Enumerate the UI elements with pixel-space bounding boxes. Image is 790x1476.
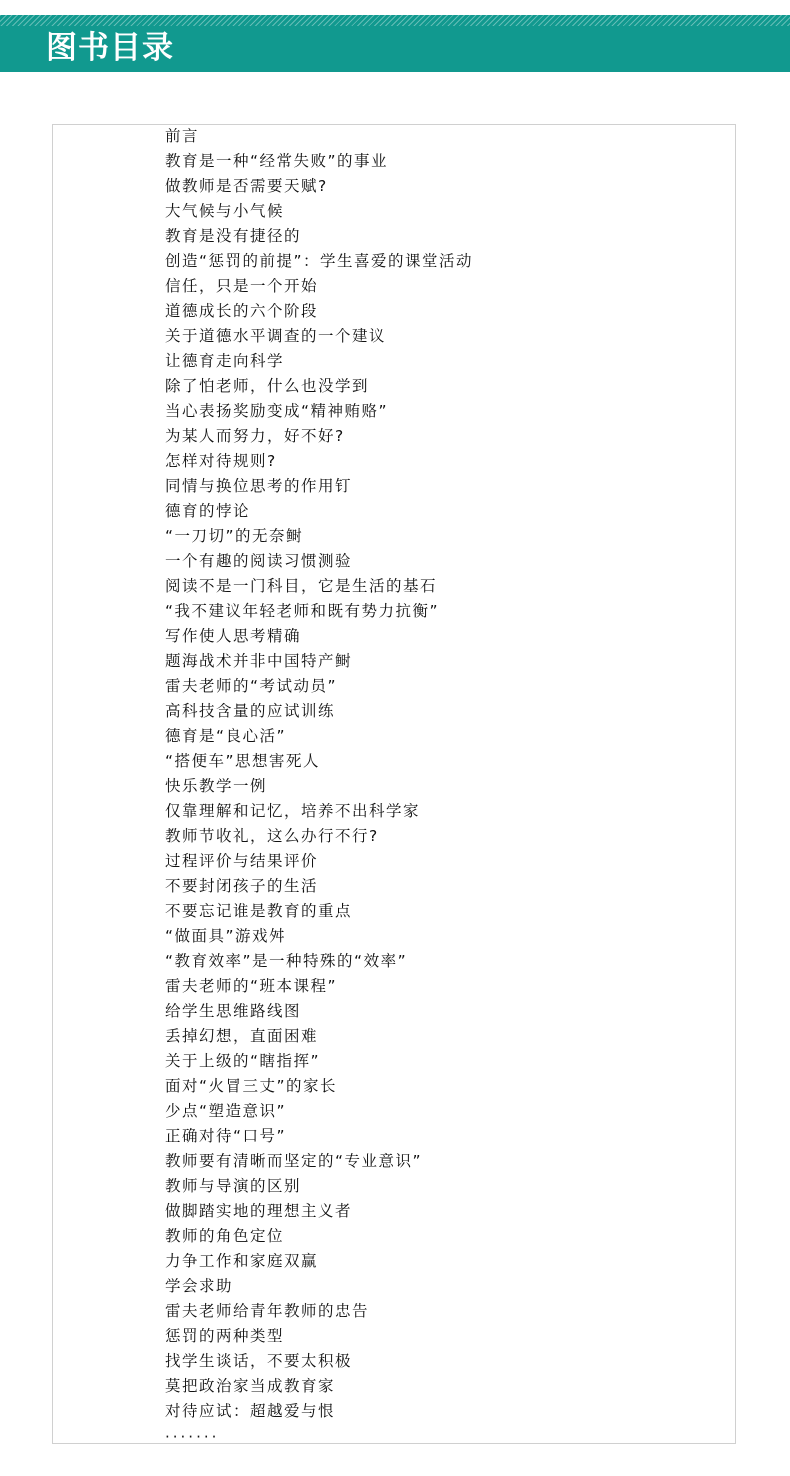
- toc-item: 当心表扬奖励变成“精神贿赂”: [165, 402, 389, 420]
- toc-item: “我不建议年轻老师和既有势力抗衡”: [165, 602, 440, 620]
- toc-item: 关于道德水平调查的一个建议: [165, 327, 387, 345]
- toc-item: 给学生思维路线图: [165, 1002, 302, 1020]
- toc-item: 力争工作和家庭双赢: [165, 1252, 319, 1270]
- toc-item: 正确对待“口号”: [165, 1127, 287, 1145]
- toc-item: 让德育走向科学: [165, 352, 285, 370]
- toc-item: 怎样对待规则?: [165, 452, 277, 470]
- toc-item: 阅读不是一门科目，它是生活的基石: [165, 577, 438, 595]
- toc-item: 不要忘记谁是教育的重点: [165, 902, 353, 920]
- header-band: [0, 15, 790, 72]
- toc-item: 雷夫老师的“考试动员”: [165, 677, 338, 695]
- toc-item: “教育效率”是一种特殊的“效率”: [165, 952, 408, 970]
- toc-item: “搭便车”思想害死人: [165, 752, 321, 770]
- toc-item: 教师节收礼，这么办行不行?: [165, 827, 379, 845]
- toc-item: 高科技含量的应试训练: [165, 702, 336, 720]
- page-title: 图书目录: [46, 30, 174, 66]
- toc-item: 关于上级的“瞎指挥”: [165, 1052, 321, 1070]
- toc-item: 过程评价与结果评价: [165, 852, 319, 870]
- toc-item: 雷夫老师给青年教师的忠告: [165, 1302, 370, 1320]
- toc-item: 学会求助: [165, 1277, 234, 1295]
- toc-item: 信任，只是一个开始: [165, 277, 319, 295]
- toc-item: 前言: [165, 127, 200, 145]
- toc-item: 一个有趣的阅读习惯测验: [165, 552, 353, 570]
- toc-item: 莫把政治家当成教育家: [165, 1377, 336, 1395]
- toc-item: 大气候与小气候: [165, 202, 285, 220]
- toc-item: 教师与导演的区别: [165, 1177, 302, 1195]
- toc-item: 教师要有清晰而坚定的“专业意识”: [165, 1152, 423, 1170]
- toc-item: 写作使人思考精确: [165, 627, 302, 645]
- table-of-contents: [52, 124, 736, 1444]
- toc-item: 创造“惩罚的前提”：学生喜爱的课堂活动: [165, 252, 474, 270]
- toc-item: 德育的悖论: [165, 502, 251, 520]
- toc-item: 快乐教学一例: [165, 777, 268, 795]
- header-stripe-pattern: [0, 15, 790, 26]
- toc-item: 面对“火冒三丈”的家长: [165, 1077, 338, 1095]
- toc-item: 雷夫老师的“班本课程”: [165, 977, 338, 995]
- toc-item: 做教师是否需要天赋?: [165, 177, 328, 195]
- toc-item: 教育是没有捷径的: [165, 227, 302, 245]
- toc-item: 教育是一种“经常失败”的事业: [165, 152, 389, 170]
- toc-item: 丢掉幻想，直面困难: [165, 1027, 319, 1045]
- toc-item: 同情与换位思考的作用钉: [165, 477, 353, 495]
- toc-item: 道德成长的六个阶段: [165, 302, 319, 320]
- toc-item: 德育是“良心活”: [165, 727, 287, 745]
- toc-item: 对待应试：超越爱与恨: [165, 1402, 336, 1420]
- toc-item: 教师的角色定位: [165, 1227, 285, 1245]
- toc-item: 少点“塑造意识”: [165, 1102, 287, 1120]
- toc-item: “一刀切”的无奈鲥: [165, 527, 304, 545]
- toc-item: 惩罚的两种类型: [165, 1327, 285, 1345]
- toc-item: 不要封闭孩子的生活: [165, 877, 319, 895]
- toc-item: 为某人而努力，好不好?: [165, 427, 345, 445]
- toc-item: 除了怕老师，什么也没学到: [165, 377, 370, 395]
- toc-ellipsis: ·······: [165, 1428, 220, 1446]
- toc-item: 做脚踏实地的理想主义者: [165, 1202, 353, 1220]
- toc-item: 找学生谈话，不要太积极: [165, 1352, 353, 1370]
- toc-item: 题海战术并非中国特产鲥: [165, 652, 353, 670]
- toc-item: “做面具”游戏舛: [165, 927, 287, 945]
- toc-item: 仅靠理解和记忆，培养不出科学家: [165, 802, 421, 820]
- toc-list: [165, 124, 473, 1424]
